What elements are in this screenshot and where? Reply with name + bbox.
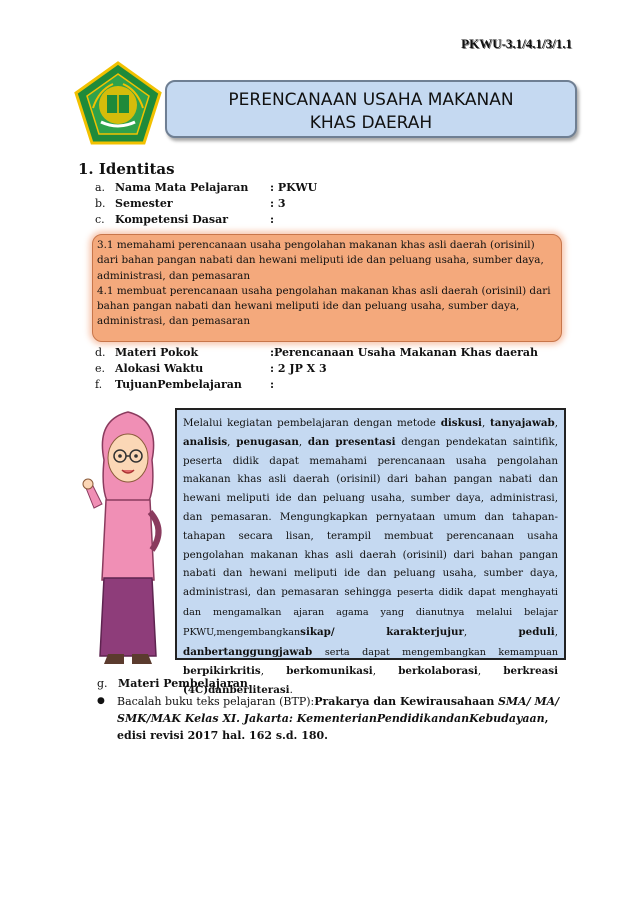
- materi-reference-item: [97, 693, 567, 744]
- teacher-illustration-icon: [82, 400, 174, 668]
- tp-text-kemampuan: serta dapat mengembangkan kemampuan: [324, 646, 558, 658]
- row-label: Materi Pembelajaran: [118, 677, 248, 690]
- tp-sep: ,: [298, 435, 303, 448]
- tp-sep: ,: [227, 435, 231, 448]
- tp-text-sikap: peserta didik dapat menghayati dan mengamalkan ajaran agama yang dianutnya melalui belajar PKWU,mengembangkan: [183, 587, 558, 638]
- row-value: :: [270, 378, 275, 391]
- section-heading-identitas: 1. Identitas: [78, 160, 175, 178]
- tp-method-presentasi: dan presentasi: [307, 435, 396, 448]
- row-letter: f.: [95, 378, 103, 391]
- tp-4c-kreasi-literasi: berkreasi (4C)danberliterasi: [183, 665, 558, 697]
- page-title-line-1: PERENCANAAN USAHA MAKANAN: [228, 90, 514, 110]
- tp-sep: ,: [554, 417, 558, 429]
- row-label: Semester: [115, 197, 173, 210]
- row-value: : 2 JP X 3: [270, 362, 327, 375]
- row-letter: a.: [95, 181, 106, 194]
- row-label: Kompetensi Dasar: [115, 213, 229, 226]
- row-value: : PKWU: [270, 181, 318, 194]
- reference-edition: , edisi revisi 2017 hal. 162 s.d. 180.: [117, 712, 549, 742]
- tp-4c-kritis: berpikirkritis: [183, 665, 261, 678]
- row-value: : 3: [270, 197, 286, 210]
- row-letter: e.: [95, 362, 106, 375]
- reference-publisher: SMA/ MA/ SMK/MAK Kelas XI. Jakarta: KementerianPendidikandanKebudayaan: [117, 695, 560, 725]
- kd-4-1: 4.1 membuat perencanaan usaha pengolahan makanan khas asli daerah (orisinil) dari bahan pangan nabati dan hewani meliputi ide dan peluang usaha, sumber daya, administrasi, dan pemasaran: [97, 284, 551, 328]
- row-value: :: [270, 213, 275, 226]
- reference-book-title: Prakarya dan Kewirausahaan: [314, 695, 495, 708]
- document-code: PKWU-3.1/4.1/3/1.1: [461, 36, 572, 51]
- tp-karakter-jujur: sikap/ karakterjujur: [300, 625, 464, 638]
- tp-karakter-peduli: peduli: [518, 625, 555, 638]
- tp-4c-kolaborasi: berkolaborasi: [398, 665, 478, 678]
- row-label: TujuanPembelajaran: [115, 378, 242, 391]
- materi-pembelajaran-heading: [97, 677, 248, 690]
- row-value: :Perencanaan Usaha Makanan Khas daerah: [270, 346, 539, 359]
- tp-sep: ,: [463, 625, 468, 638]
- bullet-icon: ●: [97, 696, 105, 706]
- tp-sep: ,: [477, 665, 482, 678]
- tp-text-1: Melalui kegiatan pembelajaran dengan metode: [183, 417, 436, 429]
- row-label: Materi Pokok: [115, 346, 199, 359]
- ministry-logo-icon: [73, 60, 163, 146]
- page-title-line-2: KHAS DAERAH: [309, 113, 433, 133]
- row-letter: g.: [97, 677, 108, 690]
- tp-method-diskusi: diskusi: [440, 417, 482, 429]
- tp-sep: ,: [554, 625, 558, 638]
- tp-karakter-tanggungjawab: danbertanggungjawab: [183, 645, 313, 658]
- tp-4c-komunikasi: berkomunikasi: [286, 665, 373, 678]
- row-label: Nama Mata Pelajaran: [115, 181, 249, 194]
- row-letter: b.: [95, 197, 106, 210]
- tp-text-main: dengan pendekatan saintifik, peserta didik dapat memahami perencanaan usaha pengolahan makanan khas asli daerah (orisinil) dari bahan pangan nabati dan hewani meliputi ide dan peluang usaha, sumber daya, administrasi, dan pemasaran. Mengungkapkan pernyataan umum dan tahapan-tahapan secara lisan, terampil membuat perencanaan usaha pengolahan makanan khas asli daerah (orisinil) dari bahan pangan nabati dan hewani meliputi ide dan peluang usaha, sumber daya, administrasi, dan pemasaran sehingga: [183, 435, 558, 599]
- row-letter: c.: [95, 213, 105, 226]
- reference-intro: Bacalah buku teks pelajaran (BTP):: [117, 695, 315, 708]
- kd-3-1: 3.1 memahami perencanaan usaha pengolahan makanan khas asli daerah (orisinil) dari bahan pangan nabati dan hewani meliputi ide dan peluang usaha, sumber daya, administrasi, dan pemasaran: [97, 239, 544, 282]
- tp-sep: ,: [372, 665, 376, 678]
- kompetensi-dasar-box: [92, 234, 562, 342]
- tp-method-tanyajawab: tanyajawab: [490, 417, 555, 429]
- tp-method-penugasan: penugasan: [236, 435, 299, 448]
- tp-sep: ,: [260, 665, 264, 678]
- row-letter: d.: [95, 346, 106, 359]
- reference-text: [117, 693, 567, 744]
- tp-method-analisis: analisis: [183, 435, 228, 448]
- tp-end: .: [289, 684, 293, 697]
- tp-sep: ,: [481, 417, 486, 429]
- row-label: Alokasi Waktu: [115, 362, 204, 375]
- page-title-box: [165, 80, 577, 138]
